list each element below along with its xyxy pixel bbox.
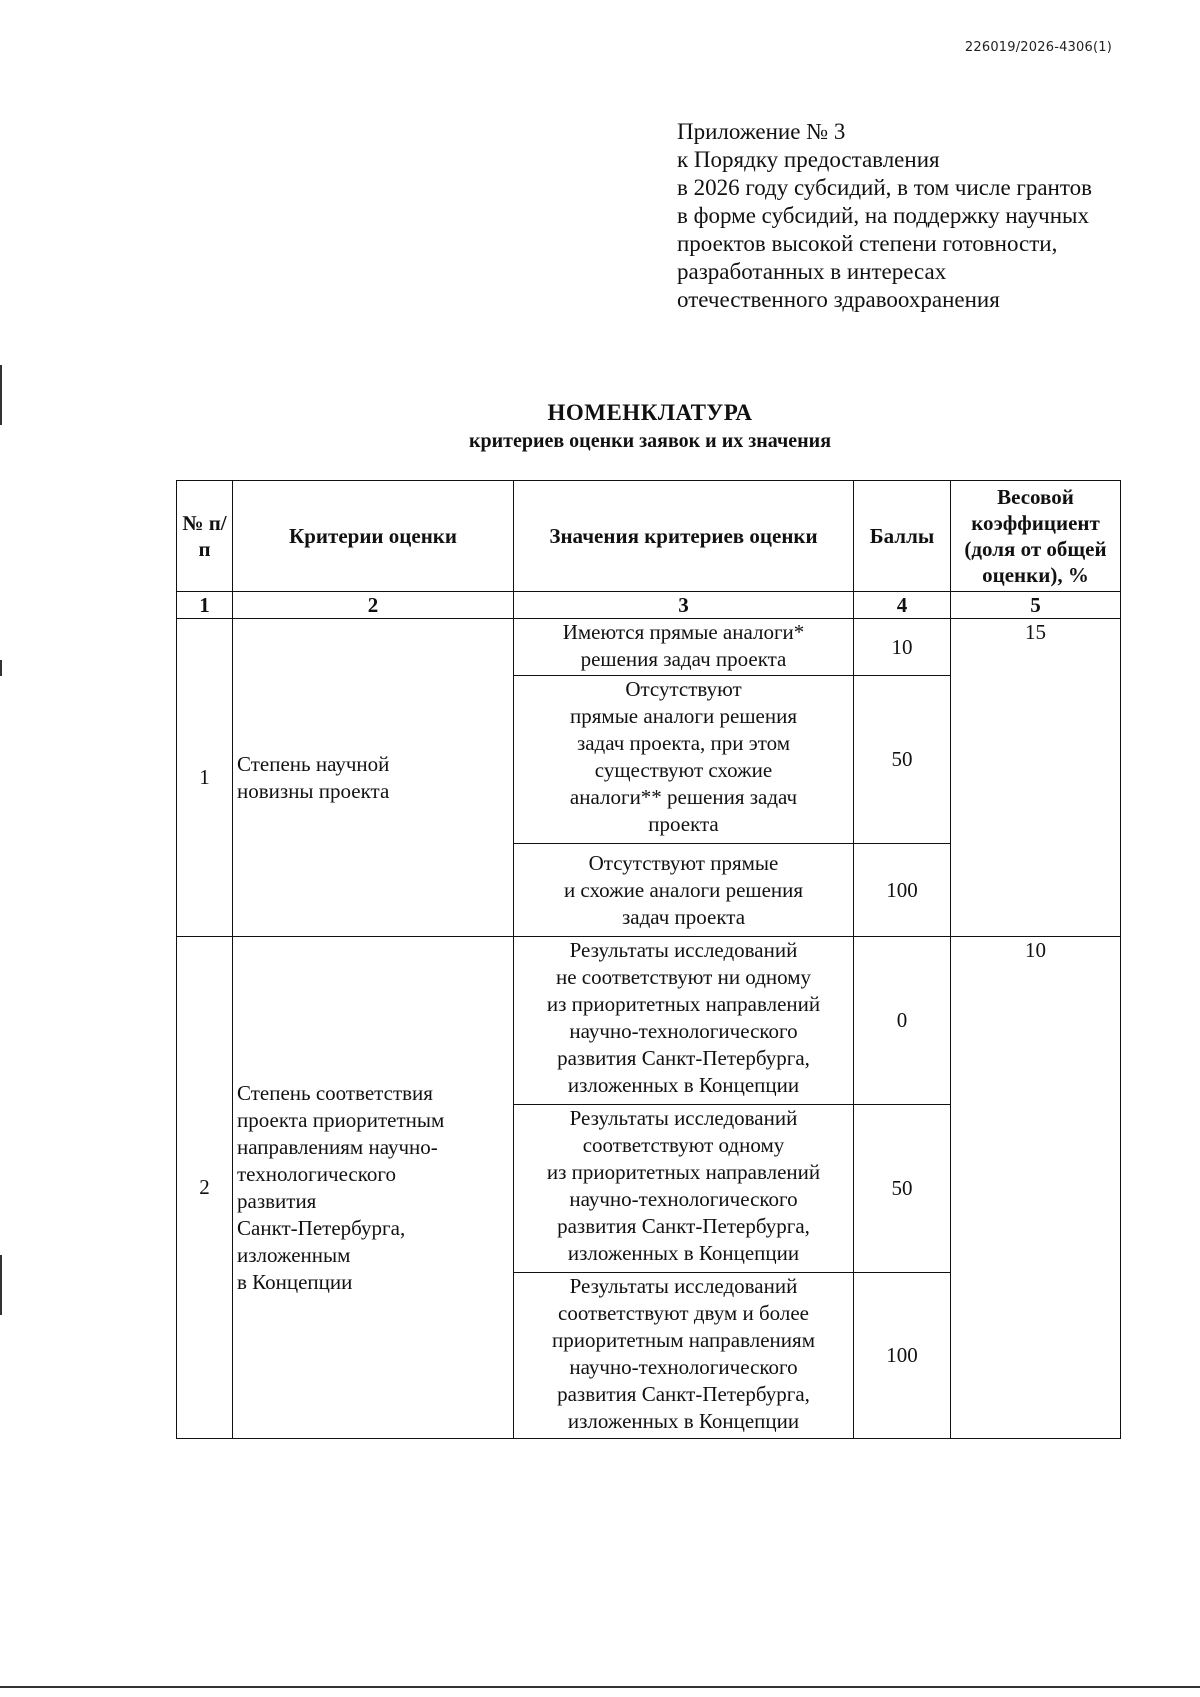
header-criteria: Критерии оценки [233, 481, 514, 592]
value-line: из приоритетных направлений [546, 1160, 821, 1184]
title-block [0, 398, 1200, 454]
value-line: аналоги** решения задач [569, 785, 798, 809]
appendix-line: в 2026 году субсидий, в том числе грантов [677, 175, 1092, 200]
value-line: научно-технологического [569, 1355, 798, 1379]
column-number: 3 [514, 592, 854, 619]
weight-cell: 15 [951, 619, 1121, 937]
criterion-line: направлениям научно- [237, 1134, 438, 1159]
value-line: развития Санкт-Петербурга, [557, 1214, 810, 1238]
criterion-line: Степень научной [237, 751, 390, 776]
column-number: 1 [177, 592, 233, 619]
table-row [177, 937, 1121, 1105]
value-line: и схожие аналоги решения [563, 877, 804, 902]
value-line: научно-технологического [569, 1019, 798, 1043]
criterion-line: в Концепции [237, 1269, 353, 1294]
column-number-row [177, 592, 1121, 619]
header-weight: Весовой коэффициент (доля от общей оценки), % [951, 481, 1121, 592]
value-line: соответствуют двум и более [558, 1301, 809, 1325]
points-cell: 100 [854, 844, 951, 937]
appendix-header [677, 118, 1147, 314]
criterion-value [514, 844, 854, 937]
points-cell: 100 [854, 1273, 951, 1439]
header-points: Баллы [854, 481, 951, 592]
criteria-table [176, 480, 1121, 1439]
criterion-name [233, 937, 514, 1439]
appendix-line: Приложение № 3 [677, 119, 846, 144]
appendix-line: разработанных в интересах [677, 259, 947, 284]
scan-edge-mark [0, 1255, 2, 1315]
appendix-line: проектов высокой степени готовности, [677, 231, 1058, 256]
value-line: приоритетным направлениям [552, 1328, 815, 1352]
scan-edge-mark [0, 365, 2, 425]
criterion-value [514, 676, 854, 844]
criterion-line: развития [237, 1188, 317, 1213]
scan-edge-mark [0, 660, 2, 676]
criterion-line: Санкт-Петербурга, [237, 1215, 406, 1240]
column-number: 2 [233, 592, 514, 619]
appendix-line: к Порядку предоставления [677, 147, 940, 172]
points-cell: 50 [854, 1105, 951, 1273]
value-line: задач проекта, при этом [576, 731, 791, 755]
criterion-line: изложенным [237, 1242, 351, 1267]
value-line: Имеются прямые аналоги* [562, 620, 805, 644]
criterion-line: проекта приоритетным [237, 1107, 445, 1132]
value-line: Результаты исследований [569, 1274, 798, 1298]
document-subtitle: критериев оценки заявок и их значения [468, 430, 832, 452]
value-line: Результаты исследований [569, 1106, 798, 1130]
value-line: прямые аналоги решения [570, 704, 797, 728]
criterion-line: технологического [237, 1161, 396, 1186]
value-line: развития Санкт-Петербурга, [557, 1382, 810, 1406]
criterion-name [233, 619, 514, 937]
value-line: изложенных в Концепции [567, 1241, 800, 1265]
criterion-value [514, 937, 854, 1105]
row-number: 1 [177, 619, 233, 937]
value-line: Отсутствуют [625, 677, 742, 701]
criterion-value [514, 1105, 854, 1273]
criterion-line: новизны проекта [237, 778, 390, 803]
criterion-value [514, 1273, 854, 1439]
value-line: не соответствуют ни одному [555, 965, 812, 989]
value-line: изложенных в Концепции [567, 1073, 800, 1097]
weight-cell: 10 [951, 937, 1121, 1439]
value-line: задач проекта [621, 904, 746, 929]
table-row [177, 619, 1121, 676]
value-line: изложенных в Концепции [567, 1409, 800, 1433]
document-title: НОМЕНКЛАТУРА [547, 400, 753, 425]
value-line: развития Санкт-Петербурга, [557, 1046, 810, 1070]
header-num: № п/п [177, 481, 233, 592]
value-line: научно-технологического [569, 1187, 798, 1211]
scan-bottom-edge [0, 1686, 1200, 1688]
value-line: Результаты исследований [569, 938, 798, 962]
appendix-line: в форме субсидий, на поддержку научных [677, 203, 1090, 228]
appendix-line: отечественного здравоохранения [677, 287, 1000, 312]
row-number: 2 [177, 937, 233, 1439]
value-line: проекта [648, 812, 719, 836]
value-line: Отсутствуют прямые [588, 850, 779, 875]
table-header-row [177, 481, 1121, 592]
value-line: существуют схожие [594, 758, 773, 782]
criterion-line: Степень соответствия [237, 1080, 433, 1105]
value-line: решения задач проекта [580, 647, 787, 671]
criterion-value [514, 619, 854, 676]
points-cell: 0 [854, 937, 951, 1105]
document-number: 226019/2026-4306(1) [964, 40, 1112, 55]
value-line: соответствуют одному [582, 1133, 785, 1157]
points-cell: 50 [854, 676, 951, 844]
column-number: 5 [951, 592, 1121, 619]
points-cell: 10 [854, 619, 951, 676]
value-line: из приоритетных направлений [546, 992, 821, 1016]
column-number: 4 [854, 592, 951, 619]
header-values: Значения критериев оценки [514, 481, 854, 592]
